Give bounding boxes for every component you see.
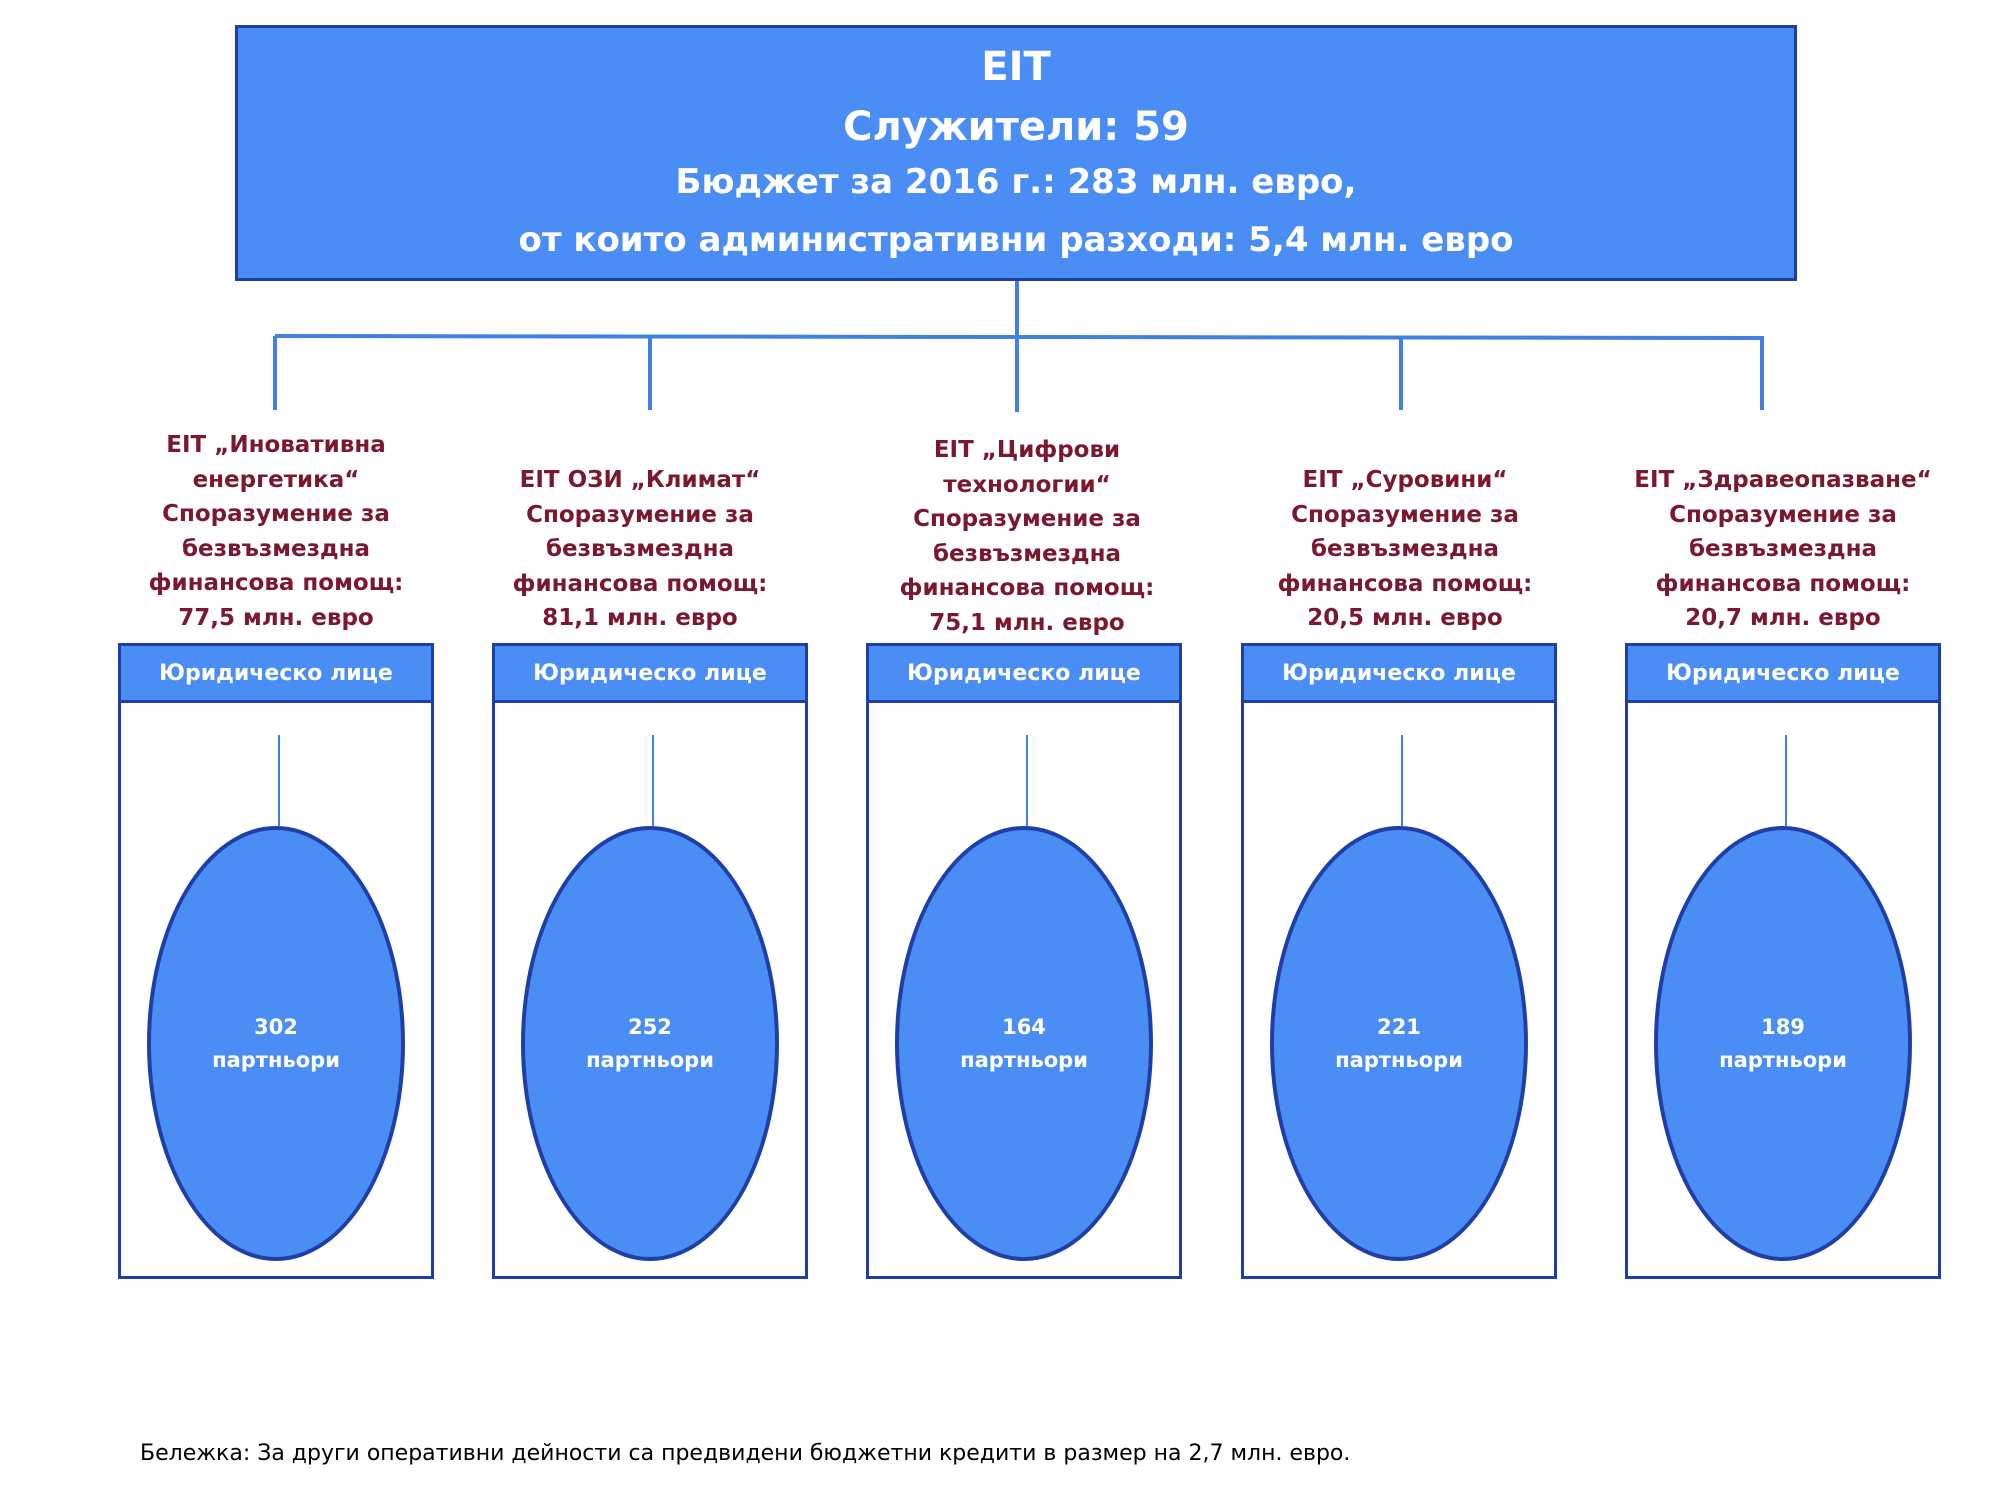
legal-entity-header: Юридическо лице [121, 646, 431, 703]
kic-label-line: безвъзмездна [546, 536, 734, 562]
kic-panel-5 [1625, 643, 1941, 1279]
kic-label-line: технологии“ [943, 471, 1111, 498]
partners-label: партньори [1719, 1047, 1847, 1072]
legal-entity-header: Юридическо лице [495, 646, 805, 703]
kic-panel-3 [866, 643, 1182, 1279]
partner-connector [1026, 735, 1028, 826]
kic-label-line: безвъзмездна [1311, 536, 1499, 562]
org-connectors [0, 0, 2000, 420]
kic-label-line: 77,5 млн. евро [178, 604, 374, 631]
partners-count: 221 [1377, 1014, 1421, 1039]
kic-label-line: EIT „Здравеопазване“ [1634, 467, 1932, 493]
partner-connector [278, 735, 280, 826]
kic-label-4 [1240, 463, 1570, 636]
kic-label-line: 20,5 млн. евро [1307, 605, 1503, 631]
partners-label: партньори [212, 1047, 340, 1072]
kic-label-line: безвъзмездна [933, 540, 1121, 567]
kic-label-line: 75,1 млн. евро [929, 609, 1125, 636]
kic-label-5 [1618, 463, 1948, 636]
eit-budget: Бюджет за 2016 г.: 283 млн. евро, [675, 162, 1357, 202]
partners-ellipse [1270, 826, 1528, 1261]
branch-line [275, 336, 1764, 338]
kic-panel-4 [1241, 643, 1557, 1279]
eit-admin-costs: от които административни разходи: 5,4 млн. евро [518, 220, 1514, 260]
eit-title: EIT [981, 44, 1051, 90]
kic-label-line: безвъзмездна [182, 535, 370, 562]
kic-label-line: EIT „Суровини“ [1302, 467, 1508, 493]
kic-label-2 [475, 463, 805, 636]
kic-label-line: Споразумение за [1291, 501, 1519, 528]
kic-label-line: EIT ОЗИ „Климат“ [519, 467, 761, 493]
partners-ellipse [895, 826, 1153, 1261]
kic-label-line: Споразумение за [162, 501, 390, 527]
kic-label-3 [862, 433, 1192, 640]
partner-connector [1785, 735, 1787, 826]
kic-label-line: 20,7 млн. евро [1685, 605, 1881, 631]
kic-label-line: финансова помощ: [512, 570, 768, 597]
kic-label-line: безвъзмездна [1689, 536, 1877, 562]
partners-count: 164 [1002, 1014, 1046, 1039]
partners-label: партньори [960, 1047, 1088, 1072]
kic-label-line: Споразумение за [913, 506, 1141, 532]
partners-ellipse [1654, 826, 1912, 1261]
kic-label-line: финансова помощ: [1655, 570, 1911, 597]
kic-label-line: енергетика“ [192, 466, 360, 493]
eit-staff: Служители: 59 [843, 104, 1189, 150]
partners-label: партньори [586, 1047, 714, 1072]
legal-entity-header: Юридическо лице [869, 646, 1179, 703]
partners-count: 302 [254, 1014, 298, 1039]
kic-label-line: финансова помощ: [1277, 570, 1533, 597]
kic-label-line: финансова помощ: [148, 570, 404, 596]
kic-label-1 [111, 428, 441, 635]
footnote: Бележка: За други оперативни дейности са предвидени бюджетни кредити в размер на 2,7 млн. евро. [140, 1441, 1351, 1466]
partners-count: 252 [628, 1014, 672, 1039]
partners-ellipse [521, 826, 779, 1261]
kic-label-line: EIT „Цифрови [933, 437, 1121, 463]
kic-label-line: финансова помощ: [899, 575, 1155, 601]
partners-count: 189 [1761, 1014, 1805, 1039]
partners-label: партньори [1335, 1047, 1463, 1072]
kic-label-line: EIT „Иновативна [166, 432, 386, 458]
legal-entity-header: Юридическо лице [1628, 646, 1938, 703]
kic-label-line: 81,1 млн. евро [542, 605, 738, 631]
kic-panel-2 [492, 643, 808, 1279]
kic-label-line: Споразумение за [1669, 501, 1897, 528]
partners-ellipse [147, 826, 405, 1261]
partner-connector [1401, 735, 1403, 826]
partner-connector [652, 735, 654, 826]
kic-label-line: Споразумение за [526, 501, 754, 528]
legal-entity-header: Юридическо лице [1244, 646, 1554, 703]
kic-panel-1 [118, 643, 434, 1279]
